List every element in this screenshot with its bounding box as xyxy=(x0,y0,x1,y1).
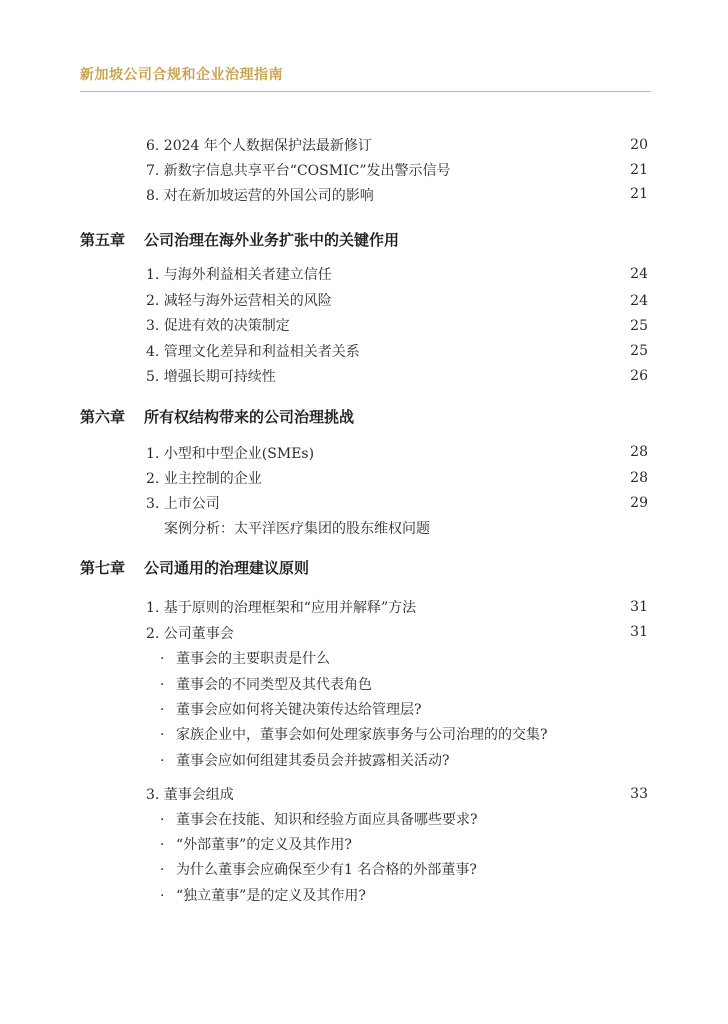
bullet-text: 董事会的不同类型及其代表角色 xyxy=(176,677,372,693)
toc-entry[interactable]: 1. 基于原则的治理框架和“应用并解释”方法 xyxy=(146,600,417,616)
chapter-number: 第七章 xyxy=(80,559,126,577)
toc-page-number: 26 xyxy=(630,368,648,384)
toc-bullet-item[interactable] xyxy=(160,699,422,719)
toc-entry[interactable]: 3. 董事会组成 xyxy=(146,787,234,803)
bullet-dot-icon: · xyxy=(160,753,165,769)
bullet-dot-icon: · xyxy=(160,812,165,828)
toc-bullet-item[interactable] xyxy=(160,834,352,854)
toc-page-number: 20 xyxy=(630,137,648,153)
chapter-number: 第六章 xyxy=(80,408,126,426)
chapter-title: 公司治理在海外业务扩张中的关键作用 xyxy=(144,231,400,249)
toc-entry[interactable]: 4. 管理文化差异和利益相关者关系 xyxy=(146,344,360,360)
bullet-dot-icon: · xyxy=(160,702,165,718)
bullet-text: “外部董事”的定义及其作用? xyxy=(176,837,352,853)
toc-entry[interactable]: 1. 小型和中型企业(SMEs) xyxy=(146,446,315,462)
toc-bullet-item[interactable] xyxy=(160,724,548,744)
bullet-text: “独立董事”是的定义及其作用? xyxy=(176,888,366,904)
bullet-dot-icon: · xyxy=(160,677,165,693)
toc-page-number: 24 xyxy=(630,266,648,282)
toc-page-number: 25 xyxy=(630,318,648,334)
toc-bullet-item[interactable] xyxy=(160,674,372,694)
toc-page-number: 28 xyxy=(630,470,648,486)
toc-page-number: 24 xyxy=(630,293,648,309)
bullet-dot-icon: · xyxy=(160,651,165,667)
toc-page-number: 25 xyxy=(630,343,648,359)
toc-bullet-item[interactable] xyxy=(160,809,478,829)
toc-page-number: 31 xyxy=(630,624,648,640)
bullet-dot-icon: · xyxy=(160,837,165,853)
bullet-text: 为什么董事会应确保至少有1 名合格的外部董事? xyxy=(176,862,477,878)
toc-entry[interactable]: 5. 增强长期可持续性 xyxy=(146,369,276,385)
toc-page-number: 33 xyxy=(630,786,648,802)
bullet-dot-icon: · xyxy=(160,862,165,878)
toc-bullet-item[interactable] xyxy=(160,859,477,879)
bullet-text: 家族企业中，董事会如何处理家族事务与公司治理的的交集? xyxy=(176,727,548,743)
toc-bullet-item[interactable] xyxy=(160,750,450,770)
toc-page-number: 21 xyxy=(630,162,648,178)
chapter-title: 公司通用的治理建议原则 xyxy=(144,559,310,577)
toc-entry[interactable]: 2. 业主控制的企业 xyxy=(146,471,262,487)
bullet-text: 董事会的主要职责是什么 xyxy=(176,651,330,667)
chapter-title: 所有权结构带来的公司治理挑战 xyxy=(144,408,355,426)
toc-entry[interactable]: 6. 2024 年个人数据保护法最新修订 xyxy=(146,138,372,154)
chapter-number: 第五章 xyxy=(80,231,126,249)
toc-entry[interactable]: 2. 减轻与海外运营相关的风险 xyxy=(146,293,332,309)
toc-subentry[interactable]: 案例分析：太平洋医疗集团的股东维权问题 xyxy=(164,521,430,537)
toc-entry[interactable]: 2. 公司董事会 xyxy=(146,626,234,642)
bullet-text: 董事会应如何将关键决策传达给管理层? xyxy=(176,702,422,718)
toc-page-number: 28 xyxy=(630,444,648,460)
toc-entry[interactable]: 3. 促进有效的决策制定 xyxy=(146,318,290,334)
chapter-heading-5[interactable] xyxy=(80,229,399,250)
bullet-text: 董事会在技能、知识和经验方面应具备哪些要求? xyxy=(176,812,478,828)
toc-page-number: 31 xyxy=(630,599,648,615)
toc-bullet-item[interactable] xyxy=(160,885,366,905)
chapter-heading-6[interactable] xyxy=(80,406,354,427)
toc-page-number: 29 xyxy=(630,495,648,511)
toc-entry[interactable]: 1. 与海外利益相关者建立信任 xyxy=(146,267,332,283)
bullet-text: 董事会应如何组建其委员会并披露相关活动? xyxy=(176,753,450,769)
toc-entry[interactable]: 7. 新数字信息共享平台“COSMIC”发出警示信号 xyxy=(146,163,451,179)
chapter-heading-7[interactable] xyxy=(80,557,309,578)
toc-entry[interactable]: 8. 对在新加坡运营的外国公司的影响 xyxy=(146,188,374,204)
toc-bullet-item[interactable] xyxy=(160,648,330,668)
toc-entry[interactable]: 3. 上市公司 xyxy=(146,496,220,512)
bullet-dot-icon: · xyxy=(160,888,165,904)
running-header: 新加坡公司合规和企业治理指南 xyxy=(80,67,283,83)
header-divider xyxy=(80,91,651,92)
toc-page-number: 21 xyxy=(630,186,648,202)
bullet-dot-icon: · xyxy=(160,727,165,743)
